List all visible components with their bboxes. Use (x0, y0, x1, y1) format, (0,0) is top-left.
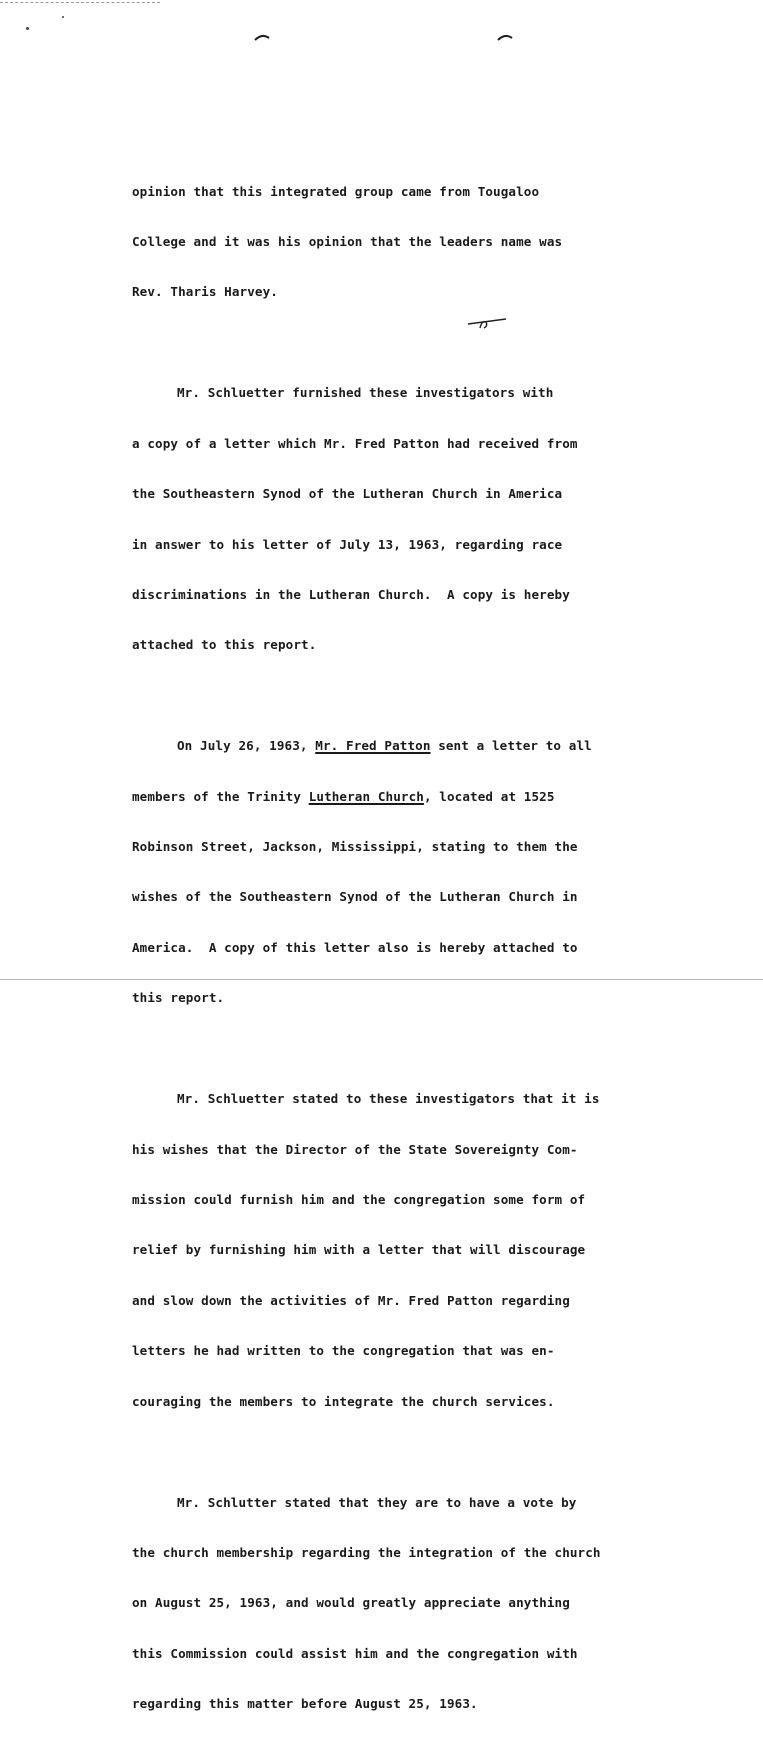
text-line: Mr. Schluetter stated to these investigators that it is (177, 1091, 600, 1107)
text-line: and slow down the activities of Mr. Fred Patton regarding (132, 1292, 570, 1308)
text-line: opinion that this integrated group came from Tougaloo (132, 183, 540, 199)
text-line: America. A copy of this letter also is hereby attached to (132, 939, 578, 955)
scan-edge-bottom (0, 979, 763, 980)
underlined-name: Mr. Fred Patton (315, 738, 431, 754)
paragraph-1 (132, 150, 692, 335)
text-line: College and it was his opinion that the leaders name was (132, 233, 563, 249)
underlined-church-name: Lutheran Church (308, 788, 424, 804)
paragraph-2 (132, 352, 692, 688)
text-line: discriminations in the Lutheran Church. A copy is hereby (132, 586, 570, 602)
text-line: the church membership regarding the integration of the church (132, 1544, 601, 1560)
text-line (132, 789, 692, 806)
scan-edge-top (0, 2, 160, 3)
text-line: Mr. Schlutter stated that they are to have a vote by (177, 1494, 577, 1510)
scan-speck (62, 16, 64, 18)
text-run: members of the Trinity (132, 788, 309, 804)
text-line: couraging the members to integrate the church services. (132, 1393, 555, 1409)
paragraph-5 (132, 1461, 692, 1747)
text-line: letters he had written to the congregation that was en- (132, 1343, 555, 1359)
text-line: Rev. Tharis Harvey. (132, 284, 278, 300)
text-line: the Southeastern Synod of the Lutheran Church in America (132, 486, 563, 502)
text-run: sent a letter to all (430, 738, 592, 754)
staple-mark-left (254, 32, 270, 42)
text-line: relief by furnishing him with a letter that will discourage (132, 1242, 586, 1258)
text-line (132, 738, 692, 755)
text-line: regarding this matter before August 25, 1963. (132, 1696, 478, 1712)
paragraph-4 (132, 1058, 692, 1444)
text-line: on August 25, 1963, and would greatly appreciate anything (132, 1595, 570, 1611)
text-line: Mr. Schluetter furnished these investigators with (177, 385, 554, 401)
report-page-body (132, 150, 692, 1764)
scan-speck (26, 27, 29, 30)
text-line: attached to this report. (132, 637, 317, 653)
text-line: mission could furnish him and the congregation some form of (132, 1192, 586, 1208)
text-run: On July 26, 1963, (177, 738, 316, 754)
staple-mark-right (497, 32, 513, 42)
paragraph-3 (132, 705, 692, 1041)
text-run: , located at 1525 (423, 788, 555, 804)
text-line: Robinson Street, Jackson, Mississippi, stating to them the (132, 839, 578, 855)
text-line: in answer to his letter of July 13, 1963, regarding race (132, 536, 563, 552)
text-line: this report. (132, 990, 225, 1006)
text-line: his wishes that the Director of the State Sovereignty Com- (132, 1141, 578, 1157)
text-line: a copy of a letter which Mr. Fred Patton had received from (132, 435, 578, 451)
text-line: wishes of the Southeastern Synod of the Lutheran Church in (132, 889, 578, 905)
text-line: this Commission could assist him and the congregation with (132, 1645, 578, 1661)
